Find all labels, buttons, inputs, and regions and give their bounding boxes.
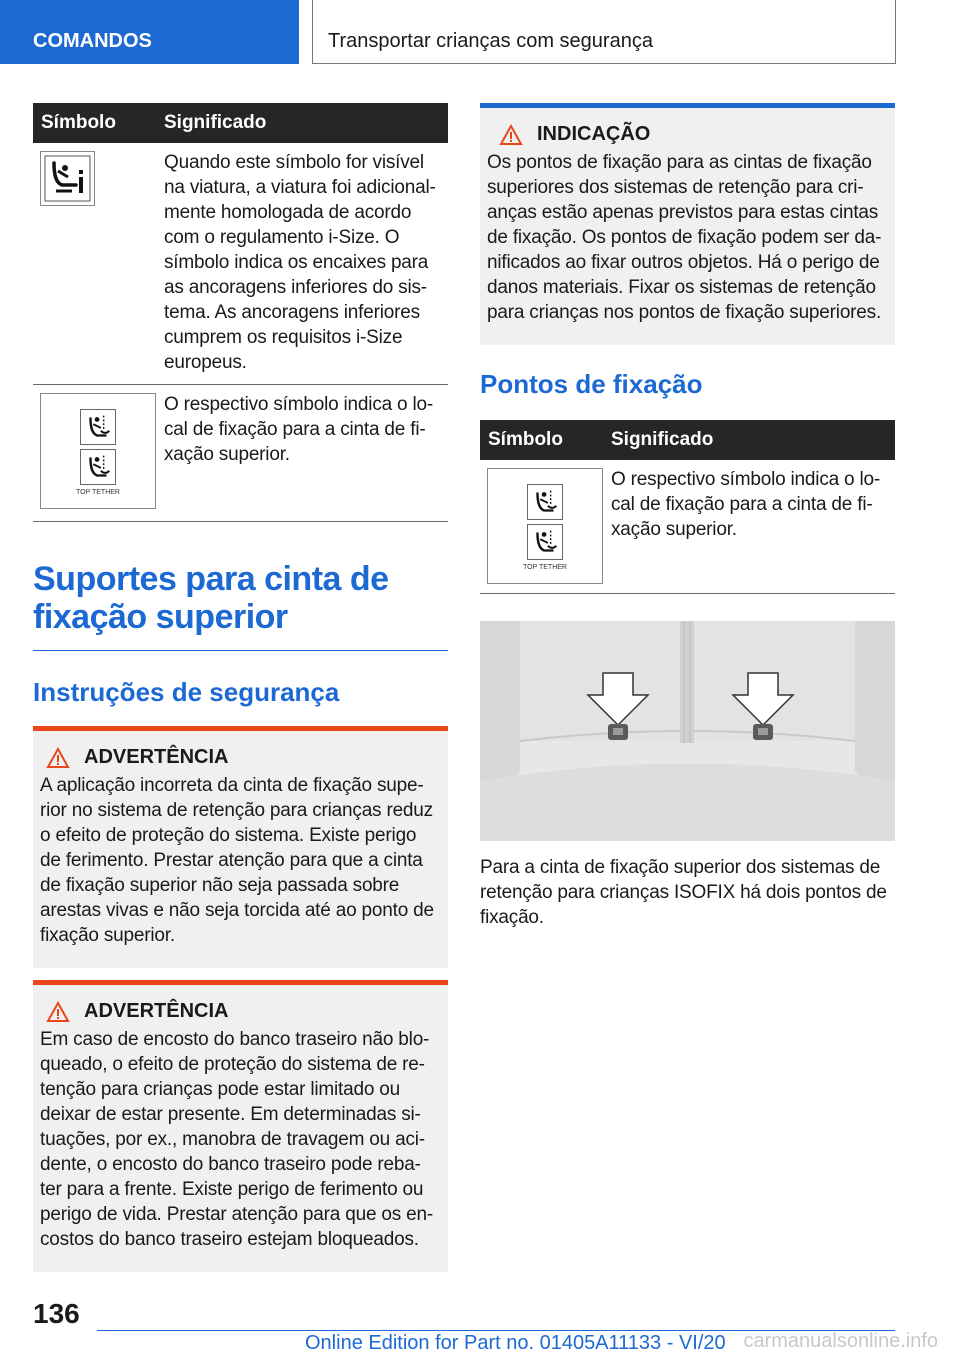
- table-row: [33, 385, 448, 522]
- left-column: [33, 103, 448, 1272]
- footer-watermark: carmanualsonline.info: [743, 1330, 938, 1352]
- warning-box: [33, 980, 448, 1272]
- child-seat-tether-icon: [527, 484, 563, 520]
- table-row: [33, 143, 448, 385]
- warning-triangle-icon: [46, 1001, 70, 1023]
- table-header: [480, 420, 895, 460]
- section-title: Suportes para cinta de fixação superior: [33, 560, 389, 636]
- table-row: [480, 460, 895, 594]
- warning-triangle-icon: [499, 124, 523, 146]
- note-text: Os pontos de fixação para as cintas de fixação superiores dos sistemas de retenção para cri-anças estão apenas previstos para estas cintas de fixação. Os pontos de fixação podem ser da-nificados ao fixar outros objetos. Há o perigo de danos materiais. Fixar os sistemas de retenção para crianças nos pontos de fixação superiores.: [487, 152, 882, 323]
- col-meaning-header: Significado: [164, 112, 267, 133]
- top-tether-label: TOP TETHER: [76, 489, 120, 496]
- col-symbol-header: Símbolo: [41, 112, 116, 133]
- header-section-tab: COMANDOS: [0, 0, 299, 64]
- child-seat-tether-icon: [80, 409, 116, 445]
- symbol-table: [480, 420, 895, 594]
- child-seat-tether-icon: [527, 524, 563, 560]
- top-tether-label: TOP TETHER: [523, 564, 567, 571]
- warning-title: ADVERTÊNCIA: [84, 746, 229, 768]
- isofix-i-size-icon: [40, 151, 95, 206]
- top-tether-symbol: [40, 393, 156, 509]
- footer-edition: Online Edition for Part no. 01405A11133 - VI/20: [305, 1332, 726, 1354]
- table-header: [33, 103, 448, 143]
- warning-text: A aplicação incorreta da cinta de fixação supe-rior no sistema de retenção para crianças reduz o efeito de proteção do sistema. Existe perigo de ferimento. Prestar atenção para que a cinta de fixação superior não seja passada sobre arestas vivas e não seja torcida até ao ponto de fixação superior.: [40, 775, 434, 946]
- warning-title: ADVERTÊNCIA: [84, 1000, 229, 1022]
- col-meaning-header: Significado: [611, 429, 714, 450]
- note-title: INDICAÇÃO: [537, 123, 651, 145]
- subsection-title: Instruções de segurança: [33, 677, 340, 707]
- header-title: Transportar crianças com segurança: [312, 0, 896, 64]
- illustration-caption: Para a cinta de fixação superior dos sistemas de retenção para crianças ISOFIX há dois pontos de fixação.: [480, 857, 887, 928]
- child-seat-tether-icon: [80, 449, 116, 485]
- col-symbol-header: Símbolo: [488, 429, 563, 450]
- row-meaning-text: O respectivo símbolo indica o lo-cal de fixação para a cinta de fi-xação superior.: [611, 469, 881, 540]
- right-column: [480, 103, 895, 930]
- note-box: [480, 103, 895, 345]
- section-divider: [33, 650, 448, 651]
- symbol-table: [33, 103, 448, 522]
- warning-triangle-icon: [46, 747, 70, 769]
- page-number: 136: [33, 1298, 80, 1329]
- anchor-points-illustration: [480, 621, 895, 841]
- right-section-title: Pontos de fixação: [480, 369, 703, 399]
- warning-text: Em caso de encosto do banco traseiro não blo-queado, o efeito de proteção do sistema de re-tenção para crianças pode estar limitado ou deixar de estar presente. Em determinadas si-tuações, por ex., manobra de travagem ou aci-dente, o encosto do banco traseiro pode reba-ter para a frente. Existe perigo de ferimento ou perigo de vida. Prestar atenção para que os en-costos do banco traseiro estejam bloqueados.: [40, 1029, 434, 1250]
- row-meaning-text: Quando este símbolo for visível na viatura, a viatura foi adicional-mente homologada de acordo com o regulamento i-Size. O símbolo indica os encaixes para as ancoragens inferiores do sis-tema. As ancoragens inferiores cumprem os requisitos i-Size europeus.: [164, 152, 436, 373]
- row-meaning-text: O respectivo símbolo indica o lo-cal de fixação para a cinta de fi-xação superior.: [164, 394, 434, 465]
- top-tether-symbol: [487, 468, 603, 584]
- warning-box: [33, 726, 448, 968]
